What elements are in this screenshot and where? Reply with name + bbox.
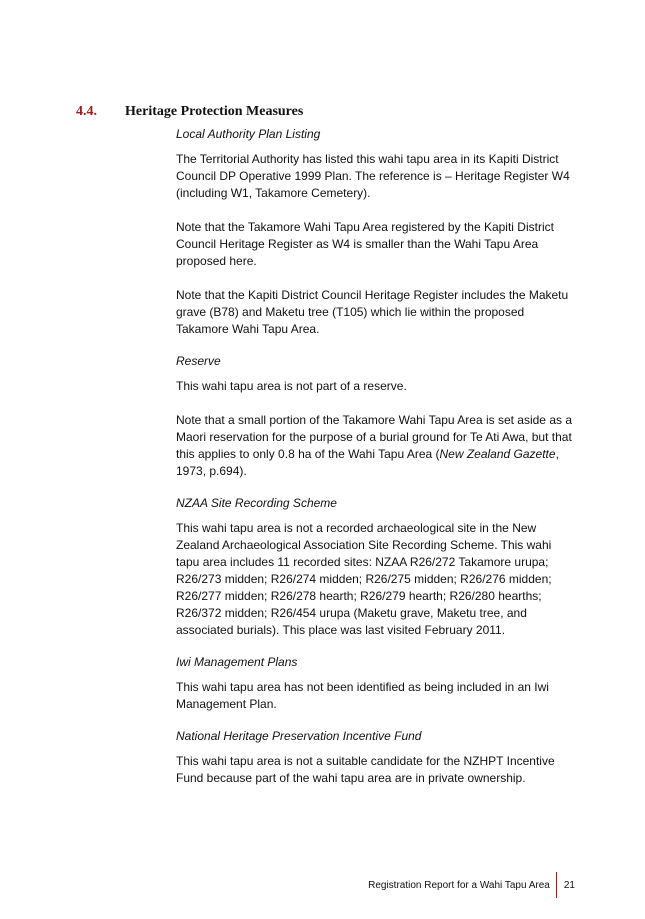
reserve-paragraph-2-end: , 1973, p.694). [176, 447, 559, 478]
local-authority-paragraph-3: Note that the Kapiti District Council Heritage Register includes the Maketu grave (B78) and Maketu tree (T105) which lie within the proposed Takamore Wahi Tapu Area. [176, 288, 569, 336]
section-title: Heritage Protection Measures [125, 104, 304, 119]
section-body [176, 126, 576, 787]
nzaa-heading: NZAA Site Recording Scheme [176, 496, 337, 510]
page-footer [368, 872, 575, 898]
reserve-paragraph-2 [176, 412, 576, 480]
iwi-paragraph: This wahi tapu area has not been identified as being included in an Iwi Management Plan. [176, 680, 549, 711]
gazette-citation: New Zealand Gazette [439, 447, 556, 461]
reserve-heading: Reserve [176, 354, 221, 368]
local-authority-heading: Local Authority Plan Listing [176, 127, 321, 141]
footer-divider [556, 872, 557, 898]
fund-paragraph: This wahi tapu area is not a suitable candidate for the NZHPT Incentive Fund because part of the wahi tapu area are in private ownership. [176, 754, 555, 785]
fund-heading: National Heritage Preservation Incentive Fund [176, 729, 422, 743]
local-authority-paragraph-1: The Territorial Authority has listed this wahi tapu area in its Kapiti District Council DP Operative 1999 Plan. The reference is – Heritage Register W4 (including W1, Takamore Cemetery). [176, 152, 570, 200]
local-authority-paragraph-2: Note that the Takamore Wahi Tapu Area registered by the Kapiti District Council Heritage Register as W4 is smaller than the Wahi Tapu Area proposed here. [176, 220, 554, 268]
reserve-paragraph-2-start: Note that a small portion of the Takamore Wahi Tapu Area is set aside as a Maori reservation for the purpose of a burial ground for Te Ati Awa, but that this applies to only 0.8 ha of the Wahi Tapu Area ( [176, 413, 572, 461]
section-number: 4.4. [76, 104, 97, 119]
section-heading [76, 104, 303, 120]
reserve-paragraph-1: This wahi tapu area is not part of a reserve. [176, 379, 407, 393]
footer-text: Registration Report for a Wahi Tapu Area [368, 879, 550, 891]
page-number: 21 [563, 879, 575, 891]
nzaa-paragraph: This wahi tapu area is not a recorded archaeological site in the New Zealand Archaeological Association Site Recording Scheme. This wahi tapu area includes 11 recorded sites: NZAA R26/272 Takamore urupa; R26/273 midden; R26/274 midden; R26/275 midden; R26/276 midden; R26/277 midden; R26/278 hearth; R26/279 hearth; R26/280 hearths; R26/372 midden; R26/454 urupa (Maketu grave, Maketu tree, and associated burials). This place was last visited February 2011. [176, 521, 552, 637]
iwi-heading: Iwi Management Plans [176, 655, 298, 669]
